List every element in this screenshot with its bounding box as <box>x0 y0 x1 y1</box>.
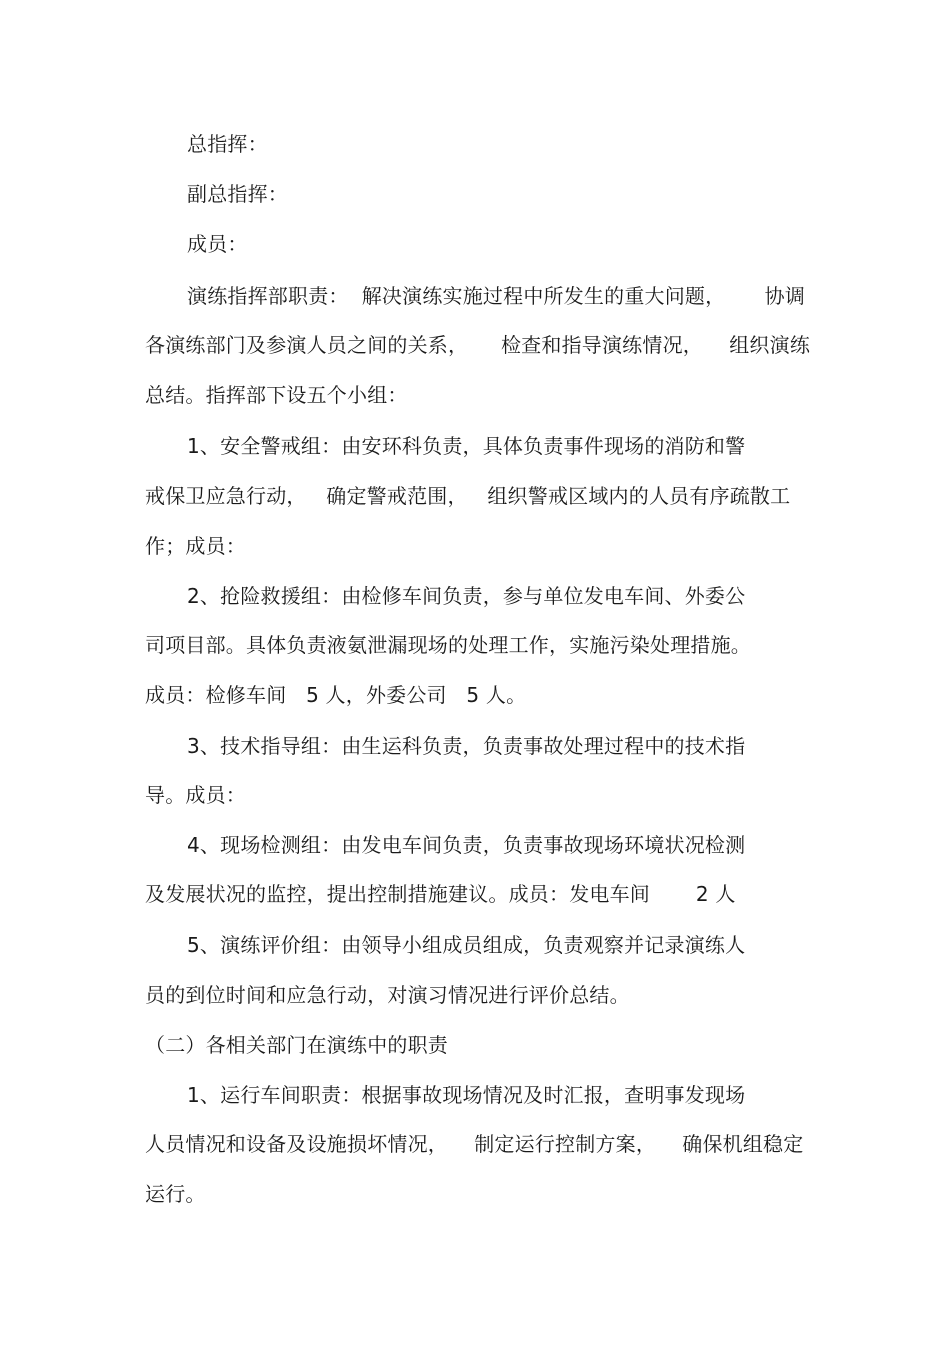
paragraph-line: 演练指挥部职责： 解决演练实施过程中所发生的重大问题， 协调 <box>187 284 806 308</box>
deputy-commander-label: 副总指挥： <box>187 182 288 206</box>
section-heading: （二）各相关部门在演练中的职责 <box>145 1033 448 1057</box>
members-label: 成员： <box>187 232 248 256</box>
paragraph-line: 司项目部。具体负责液氨泄漏现场的处理工作，实施污染处理措施。 <box>145 633 751 657</box>
paragraph-line: 导。成员： <box>145 783 246 807</box>
paragraph-line: 5、演练评价组：由领导小组成员组成，负责观察并记录演练人 <box>187 933 746 957</box>
paragraph-line: 成员：检修车间 5 人，外委公司 5 人。 <box>145 683 527 707</box>
paragraph-line: 1、安全警戒组：由安环科负责，具体负责事件现场的消防和警 <box>187 434 746 458</box>
paragraph-line: 各演练部门及参演人员之间的关系， 检查和指导演练情况， 组织演练 <box>145 333 811 357</box>
paragraph-line: 戒保卫应急行动， 确定警戒范围， 组织警戒区域内的人员有序疏散工 <box>145 484 791 508</box>
paragraph-line: 及发展状况的监控，提出控制措施建议。成员：发电车间 2 人 <box>145 882 736 906</box>
paragraph-line: 总结。指挥部下设五个小组： <box>145 383 408 407</box>
paragraph-line: 1、运行车间职责：根据事故现场情况及时汇报，查明事发现场 <box>187 1083 746 1107</box>
paragraph-line: 2、抢险救援组：由检修车间负责，参与单位发电车间、外委公 <box>187 584 746 608</box>
paragraph-line: 运行。 <box>145 1182 206 1206</box>
paragraph-line: 3、技术指导组：由生运科负责，负责事故处理过程中的技术指 <box>187 734 746 758</box>
paragraph-line: 人员情况和设备及设施损坏情况， 制定运行控制方案， 确保机组稳定 <box>145 1132 804 1156</box>
commander-label: 总指挥： <box>187 132 268 156</box>
paragraph-line: 4、现场检测组：由发电车间负责，负责事故现场环境状况检测 <box>187 833 746 857</box>
paragraph-line: 作；成员： <box>145 534 246 558</box>
paragraph-line: 员的到位时间和应急行动，对演习情况进行评价总结。 <box>145 983 630 1007</box>
